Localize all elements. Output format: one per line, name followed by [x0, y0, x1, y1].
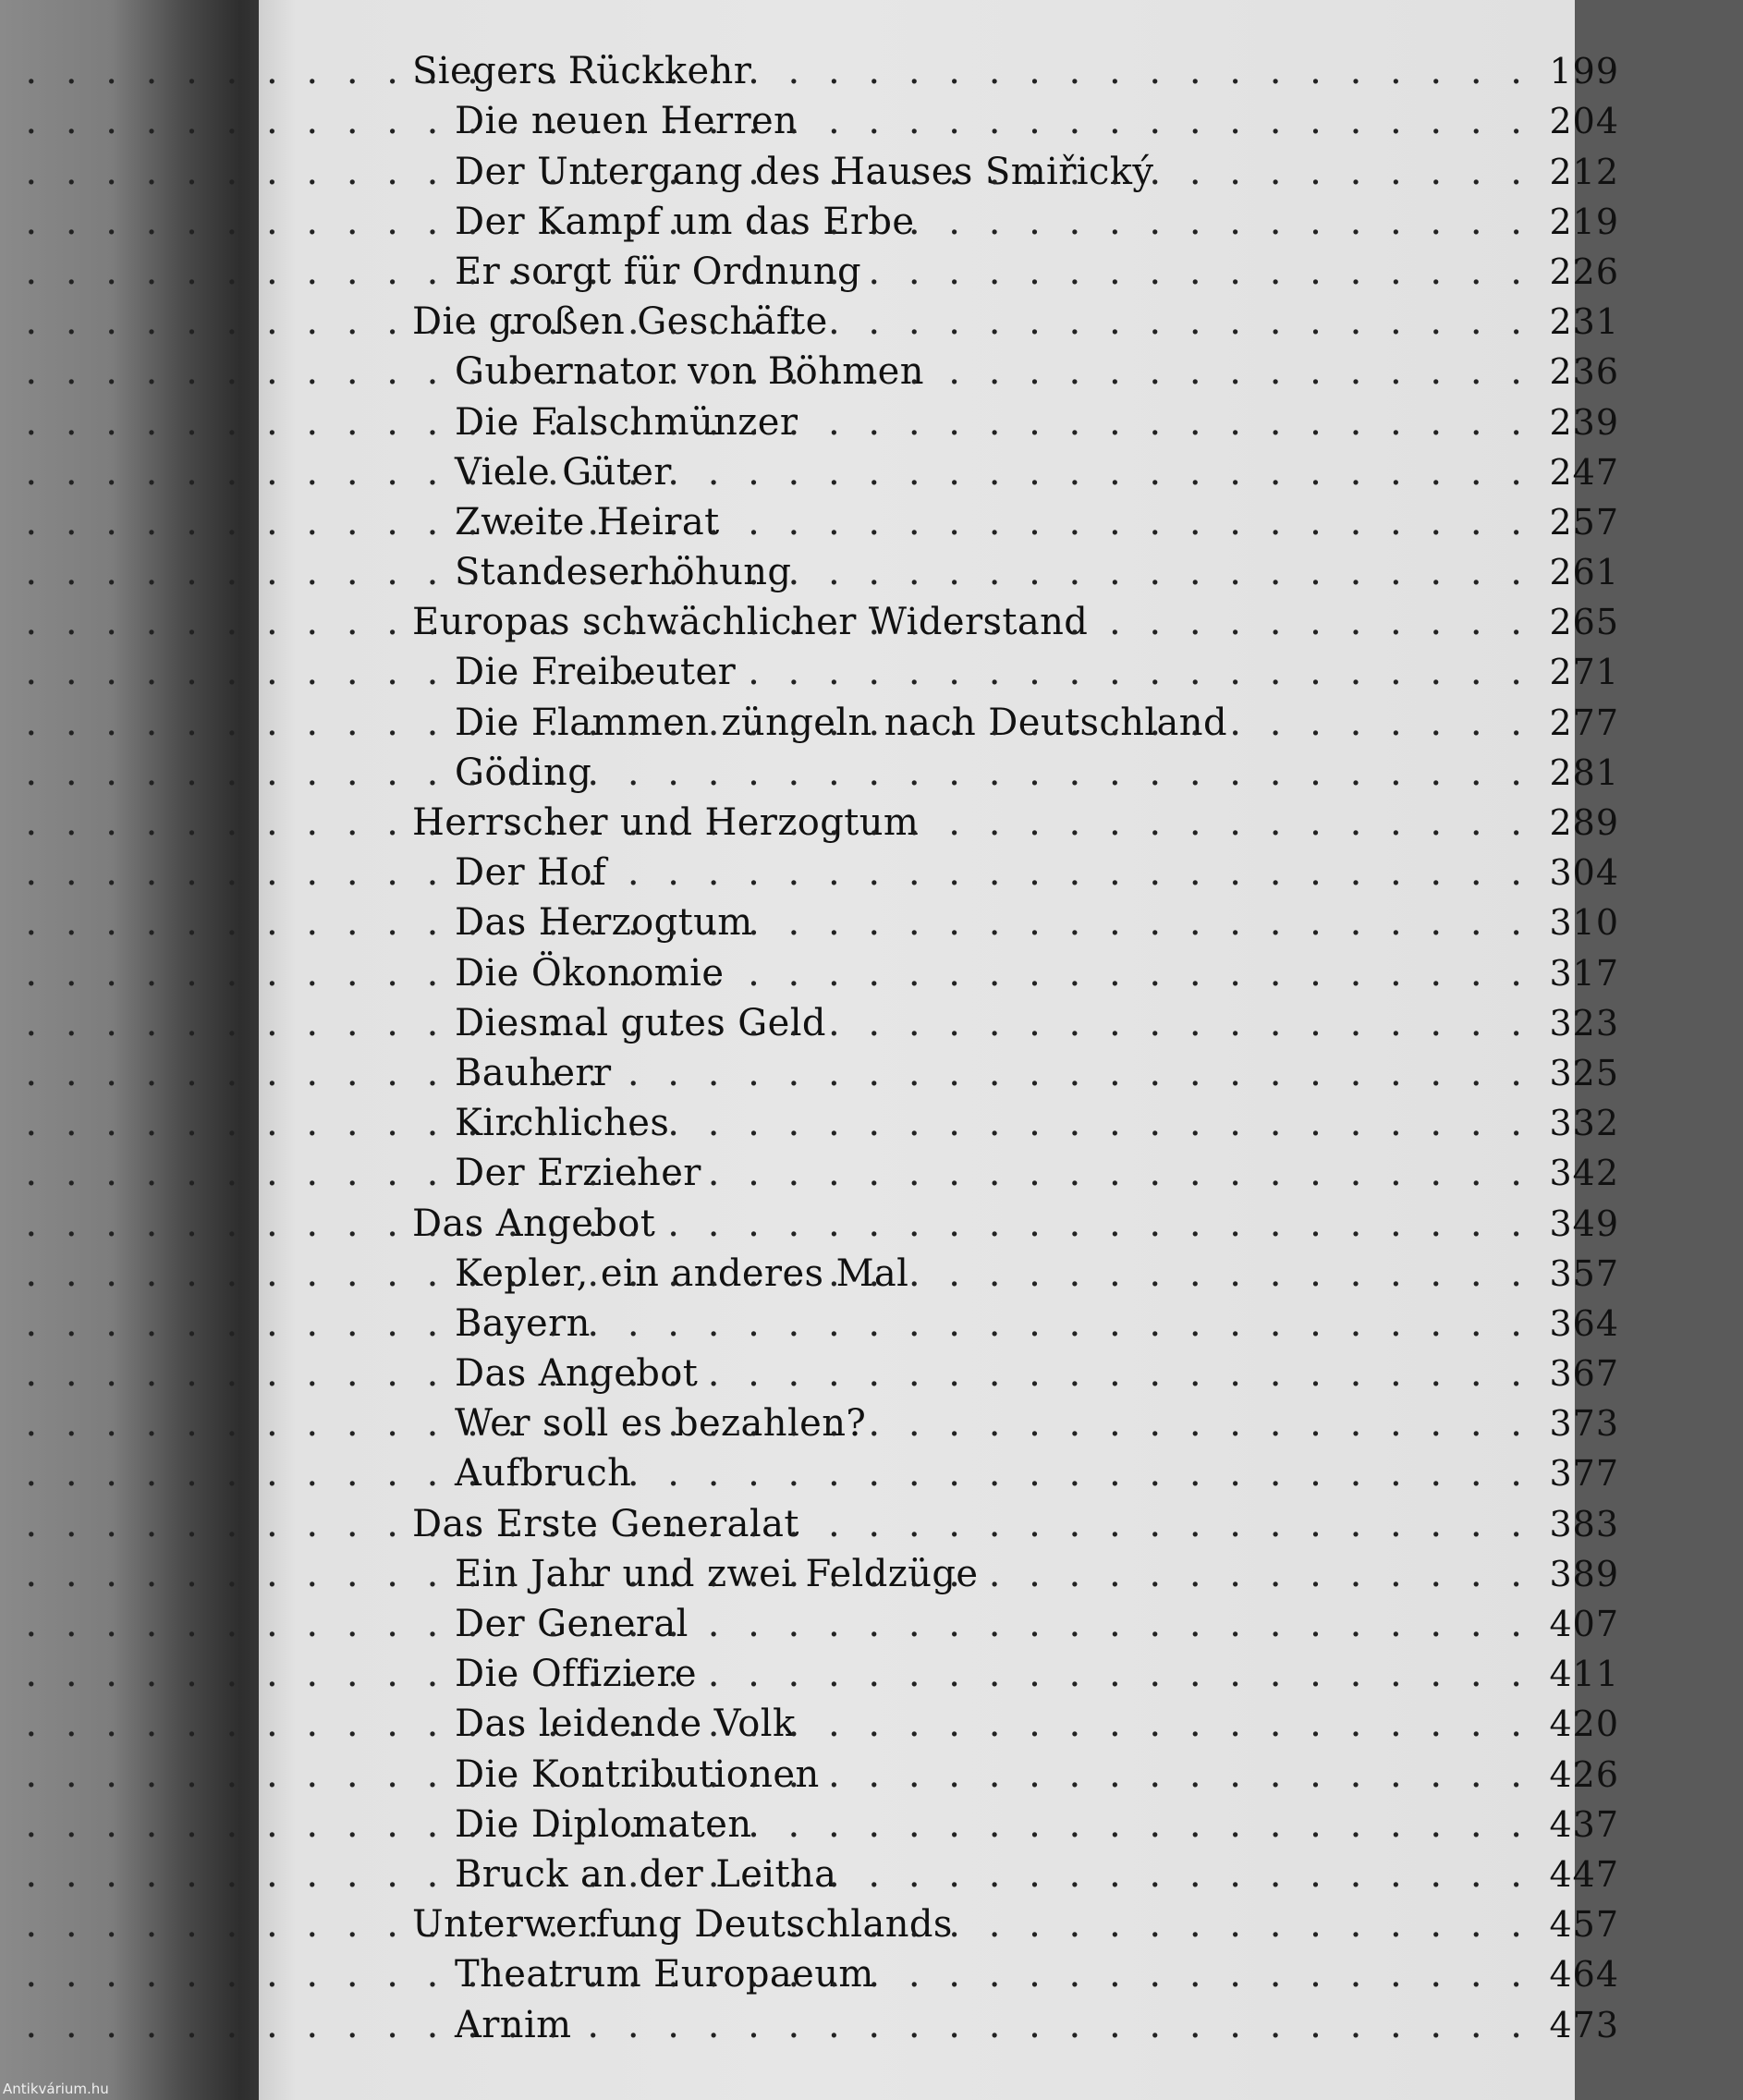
dot-leader	[923, 197, 1530, 247]
entry-page-number: 277	[1549, 702, 1619, 743]
dot-leader	[807, 397, 1530, 447]
dot-leader	[640, 1448, 1530, 1498]
dot-leader	[620, 1048, 1530, 1098]
toc-subentry	[412, 547, 1743, 597]
toc-subentry	[412, 1299, 1743, 1349]
dot-leader	[846, 1850, 1530, 1899]
toc-subentry	[412, 1398, 1743, 1448]
toc-subentry	[412, 1349, 1743, 1398]
entry-page-number: 407	[1549, 1604, 1619, 1644]
dot-leader	[918, 1249, 1530, 1299]
dot-leader	[762, 897, 1530, 947]
dot-leader	[884, 1949, 1530, 1999]
entry-title: Aufbruch	[455, 1452, 632, 1496]
entry-page-number: 437	[1549, 1803, 1619, 1845]
dot-leader	[871, 247, 1530, 297]
entry-page-number: 332	[1549, 1103, 1619, 1144]
toc-subentry	[412, 1649, 1743, 1699]
dot-leader	[807, 96, 1530, 146]
entry-page-number: 377	[1549, 1453, 1619, 1495]
toc-subentry	[412, 247, 1743, 297]
entry-page-number: 265	[1549, 602, 1619, 643]
toc-subentry	[412, 1599, 1743, 1649]
entry-page-number: 257	[1549, 501, 1619, 543]
entry-title: Das leidende Volk	[455, 1703, 796, 1746]
dot-leader	[1163, 147, 1530, 197]
entry-page-number: 281	[1549, 751, 1619, 793]
toc-subentry	[412, 647, 1743, 697]
toc-subentry	[412, 96, 1743, 146]
entry-title: Kepler, ein anderes Mal	[455, 1251, 909, 1295]
entry-title: Bruck an der Leitha	[455, 1852, 837, 1896]
entry-title: Die Offiziere	[455, 1653, 697, 1696]
entry-page-number: 199	[1549, 51, 1619, 92]
entry-title: Das Angebot	[455, 1352, 699, 1396]
entry-title: Wer soll es bezahlen?	[455, 1402, 867, 1446]
entry-page-number: 226	[1549, 250, 1619, 292]
table-of-contents	[412, 46, 1743, 2050]
entry-title: Die großen Geschäfte	[412, 300, 828, 344]
toc-subentry	[412, 1549, 1743, 1599]
entry-title: Bauherr	[455, 1051, 612, 1094]
entry-page-number: 212	[1549, 151, 1619, 192]
entry-title: Herrscher und Herzogtum	[412, 801, 920, 844]
entry-title: Die Flammen züngeln nach Deutschland	[455, 701, 1227, 744]
toc-subentry	[412, 397, 1743, 446]
entry-title: Das Herzogtum	[455, 901, 753, 945]
entry-page-number: 447	[1549, 1853, 1619, 1895]
toc-chapter	[412, 46, 1743, 96]
entry-title: Theatrum Europaeum	[455, 1953, 874, 1996]
toc-subentry	[412, 347, 1743, 397]
toc-subentry	[412, 1800, 1743, 1850]
entry-title: Diesmal gutes Geld	[455, 1001, 826, 1044]
entry-page-number: 219	[1549, 201, 1619, 242]
book-page	[259, 0, 1619, 2100]
watermark: Antikvárium.hu	[3, 2081, 109, 2097]
entry-title: Die neuen Herren	[455, 100, 798, 143]
entry-page-number: 473	[1549, 2004, 1619, 2045]
entry-title: Der Kampf um das Erbe	[455, 200, 915, 243]
entry-title: Ein Jahr und zwei Feldzüge	[455, 1552, 979, 1595]
dot-leader	[729, 497, 1530, 547]
entry-page-number: 317	[1549, 952, 1619, 994]
toc-subentry	[412, 697, 1743, 747]
entry-title: Der General	[455, 1603, 689, 1645]
toc-subentry	[412, 197, 1743, 247]
toc-chapter	[412, 1899, 1743, 1949]
entry-page-number: 271	[1549, 652, 1619, 693]
entry-title: Die Ökonomie	[455, 951, 725, 995]
toc-subentry	[412, 947, 1743, 997]
dot-leader	[809, 1499, 1530, 1549]
entry-title: Der Untergang des Hauses Smiřický	[455, 150, 1154, 193]
entry-page-number: 367	[1549, 1353, 1619, 1395]
dot-leader	[805, 1699, 1530, 1749]
entry-title: Viele Güter	[455, 450, 672, 494]
entry-title: Göding	[455, 751, 592, 794]
entry-title: Das Angebot	[412, 1202, 656, 1245]
entry-title: Gubernator von Böhmen	[455, 350, 924, 394]
toc-subentry	[412, 1749, 1743, 1799]
entry-page-number: 342	[1549, 1153, 1619, 1194]
toc-subentry	[412, 1850, 1743, 1899]
toc-chapter	[412, 597, 1743, 647]
toc-subentry	[412, 748, 1743, 798]
entry-page-number: 239	[1549, 401, 1619, 443]
toc-subentry	[412, 1148, 1743, 1198]
toc-chapter	[412, 798, 1743, 848]
entry-page-number: 231	[1549, 301, 1619, 343]
entry-page-number: 247	[1549, 451, 1619, 493]
dot-leader	[706, 1649, 1530, 1699]
entry-page-number: 357	[1549, 1252, 1619, 1294]
toc-subentry	[412, 1249, 1743, 1299]
dot-leader	[987, 1549, 1530, 1599]
entry-title: Zweite Heirat	[455, 500, 720, 543]
dot-leader	[733, 948, 1530, 998]
entry-page-number: 304	[1549, 852, 1619, 894]
entry-page-number: 236	[1549, 351, 1619, 393]
toc-chapter	[412, 1498, 1743, 1548]
dot-leader	[837, 297, 1530, 347]
entry-title: Er sorgt für Ordnung	[455, 250, 861, 293]
toc-chapter	[412, 297, 1743, 347]
toc-subentry	[412, 848, 1743, 897]
entry-page-number: 204	[1549, 101, 1619, 142]
entry-page-number: 289	[1549, 802, 1619, 843]
entry-page-number: 325	[1549, 1052, 1619, 1093]
entry-title: Europas schwächlicher Widerstand	[412, 601, 1089, 644]
dot-leader	[962, 1899, 1530, 1949]
dot-leader	[1097, 597, 1530, 647]
toc-subentry	[412, 1949, 1743, 1999]
dot-leader	[745, 647, 1530, 697]
dot-leader	[707, 1349, 1530, 1398]
entry-title: Kirchliches	[455, 1102, 670, 1145]
entry-page-number: 364	[1549, 1302, 1619, 1344]
dot-leader	[761, 46, 1530, 96]
toc-subentry	[412, 1098, 1743, 1148]
dot-leader	[835, 998, 1530, 1048]
entry-title: Siegers Rückkehr	[412, 50, 752, 93]
entry-page-number: 261	[1549, 552, 1619, 593]
entry-page-number: 389	[1549, 1553, 1619, 1594]
dot-leader	[928, 798, 1530, 848]
dot-leader	[681, 447, 1530, 497]
entry-title: Bayern	[455, 1301, 591, 1345]
entry-title: Unterwerfung Deutschlands	[412, 1903, 953, 1947]
entry-page-number: 411	[1549, 1654, 1619, 1695]
dot-leader	[698, 1599, 1530, 1649]
dot-leader	[616, 848, 1530, 897]
toc-subentry	[412, 1999, 1743, 2049]
entry-title: Die Kontributionen	[455, 1752, 820, 1796]
entry-title: Die Freibeuter	[455, 651, 737, 694]
dot-leader	[800, 547, 1530, 597]
dot-leader	[601, 748, 1530, 798]
entry-page-number: 323	[1549, 1002, 1619, 1044]
dot-leader	[600, 1299, 1530, 1349]
entry-page-number: 420	[1549, 1703, 1619, 1745]
entry-page-number: 349	[1549, 1203, 1619, 1244]
toc-subentry	[412, 998, 1743, 1048]
toc-subentry	[412, 1699, 1743, 1749]
entry-page-number: 373	[1549, 1403, 1619, 1445]
dot-leader	[581, 2000, 1531, 2050]
toc-subentry	[412, 146, 1743, 196]
entry-page-number: 383	[1549, 1503, 1619, 1544]
dot-leader	[829, 1750, 1530, 1800]
entry-title: Die Diplomaten	[455, 1802, 752, 1846]
entry-page-number: 426	[1549, 1753, 1619, 1795]
toc-subentry	[412, 1048, 1743, 1098]
entry-page-number: 310	[1549, 902, 1619, 944]
toc-subentry	[412, 497, 1743, 547]
dot-leader	[933, 347, 1530, 397]
entry-title: Standeserhöhung	[455, 551, 792, 594]
dot-leader	[664, 1199, 1530, 1249]
toc-subentry	[412, 1448, 1743, 1498]
dot-leader	[711, 1148, 1530, 1198]
entry-page-number: 464	[1549, 1954, 1619, 1996]
entry-page-number: 457	[1549, 1904, 1619, 1946]
entry-title: Das Erste Generalat	[412, 1502, 799, 1545]
dot-leader	[678, 1098, 1530, 1148]
dot-leader	[761, 1800, 1530, 1850]
dot-leader	[875, 1398, 1530, 1448]
toc-subentry	[412, 897, 1743, 947]
dot-leader	[1237, 698, 1530, 748]
toc-subentry	[412, 447, 1743, 497]
entry-title: Die Falschmünzer	[455, 400, 798, 444]
entry-title: Der Hof	[455, 851, 607, 895]
entry-title: Arnim	[455, 2003, 572, 2046]
toc-chapter	[412, 1198, 1743, 1248]
entry-title: Der Erzieher	[455, 1152, 701, 1195]
